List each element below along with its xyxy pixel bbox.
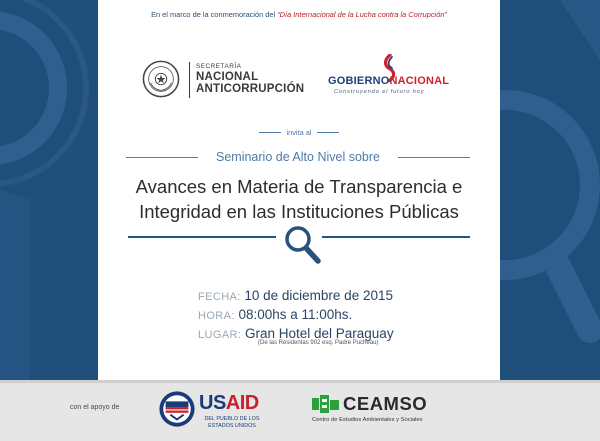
- sna-line-1: SECRETARÍA: [196, 63, 242, 70]
- event-headline: [98, 174, 500, 224]
- gobierno-nacional-logo: [326, 54, 466, 102]
- invitation-card: [98, 0, 500, 380]
- divider-rule-right: [322, 236, 470, 238]
- gobierno-tagline: Construyendo el futuro hoy: [334, 89, 425, 95]
- date-row: [198, 287, 458, 306]
- date-label: FECHA:: [198, 291, 241, 303]
- invite-rule-left: [259, 132, 281, 133]
- time-value: 08:00hs a 11:00hs.: [238, 307, 353, 322]
- event-details: [198, 287, 458, 344]
- sna-line-3: ANTICORRUPCIÓN: [196, 82, 305, 95]
- ceamso-mark-icon: [312, 395, 340, 413]
- seminar-rule-left: [126, 157, 198, 158]
- usaid-name-us: US: [199, 392, 226, 414]
- invite-line: [98, 124, 500, 142]
- intro-event-name: “Día Internacional de la Lucha contra la Corrupción”: [277, 10, 447, 19]
- usaid-name: [199, 392, 259, 415]
- background-magnifier-left-icon: [0, 0, 98, 380]
- seminar-rule-right: [398, 157, 470, 158]
- background-right-panel: [500, 0, 600, 380]
- time-label: HORA:: [198, 310, 235, 322]
- ceamso-logo: [312, 393, 462, 437]
- nacional-word: NACIONAL: [389, 75, 450, 87]
- usaid-logo: [155, 386, 285, 440]
- intro-text: [98, 10, 500, 19]
- seminar-heading: [126, 148, 470, 166]
- invite-rule-right: [317, 132, 339, 133]
- sna-logo-text: [196, 64, 304, 95]
- divider-rule-left: [128, 236, 276, 238]
- magnifier-icon: [283, 225, 323, 267]
- usaid-tagline: DEL PUEBLO DE LOS ESTADOS UNIDOS: [204, 416, 260, 429]
- ceamso-name: CEAMSO: [343, 393, 428, 414]
- headline-line-1: Avances en Materia de Transparencia e: [135, 176, 463, 197]
- venue-label: LUGAR:: [198, 329, 242, 341]
- sponsors-footer: [0, 380, 600, 441]
- gobierno-word: GOBIERNO: [328, 75, 390, 87]
- background-left-panel: [0, 0, 98, 380]
- paraguay-republic-seal-icon: [142, 60, 180, 98]
- invite-text: invita al: [286, 128, 312, 138]
- intro-prefix: En el marco de la conmemoración del: [151, 10, 278, 19]
- magnifier-divider: [128, 225, 470, 271]
- organizer-logos: [98, 60, 500, 110]
- sna-line-2: NACIONAL: [196, 70, 259, 83]
- usaid-seal-icon: [158, 390, 196, 428]
- venue-value: Gran Hotel del Paraguay: [244, 326, 394, 341]
- venue-address: (De las Residentas 902 esq. Padre Pucheau): [258, 340, 379, 346]
- date-value: 10 de diciembre de 2015: [244, 288, 393, 303]
- headline-line-2: Integridad en las Instituciones Públicas: [139, 201, 459, 222]
- time-row: [198, 306, 458, 325]
- background-magnifier-right-icon: [500, 0, 600, 380]
- gobierno-nacional-title: [328, 75, 449, 87]
- logo-divider: [189, 62, 190, 98]
- usaid-name-aid: AID: [225, 392, 259, 414]
- seminar-text: Seminario de Alto Nivel sobre: [212, 150, 384, 164]
- ceamso-tagline: Centro de Estudios Ambientales y Sociales: [312, 417, 423, 423]
- support-text: con el apoyo de: [70, 404, 120, 411]
